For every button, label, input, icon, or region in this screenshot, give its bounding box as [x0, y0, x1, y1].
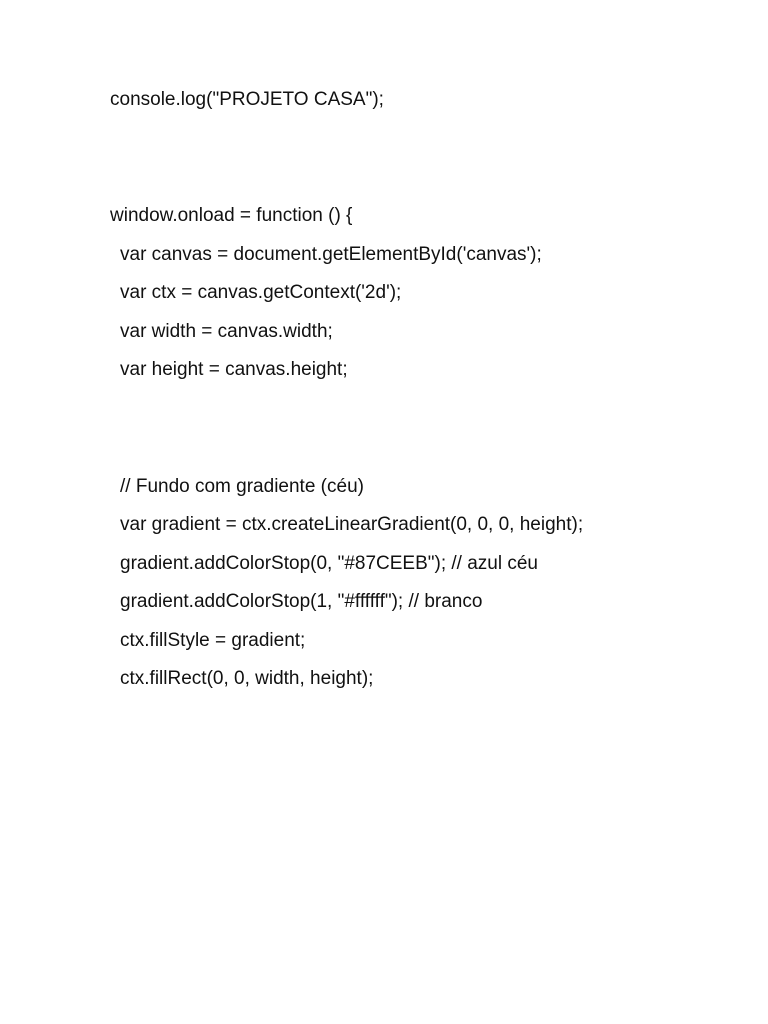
code-line-width: var width = canvas.width; — [120, 321, 333, 342]
code-line-colorstop-1: gradient.addColorStop(1, "#ffffff"); // branco — [120, 591, 483, 612]
code-line-fillrect: ctx.fillRect(0, 0, width, height); — [120, 668, 374, 689]
code-line-canvas: var canvas = document.getElementById('canvas'); — [120, 244, 542, 265]
code-line-height: var height = canvas.height; — [120, 359, 348, 380]
code-line-fillstyle: ctx.fillStyle = gradient; — [120, 630, 306, 651]
code-line-ctx: var ctx = canvas.getContext('2d'); — [120, 282, 402, 303]
code-line-colorstop-0: gradient.addColorStop(0, "#87CEEB"); // azul céu — [120, 553, 538, 574]
code-line-comment: // Fundo com gradiente (céu) — [120, 476, 364, 497]
code-line-window-onload: window.onload = function () { — [110, 205, 353, 226]
code-line-gradient: var gradient = ctx.createLinearGradient(0, 0, 0, height); — [120, 514, 584, 535]
code-line-console-log: console.log("PROJETO CASA"); — [110, 89, 384, 110]
